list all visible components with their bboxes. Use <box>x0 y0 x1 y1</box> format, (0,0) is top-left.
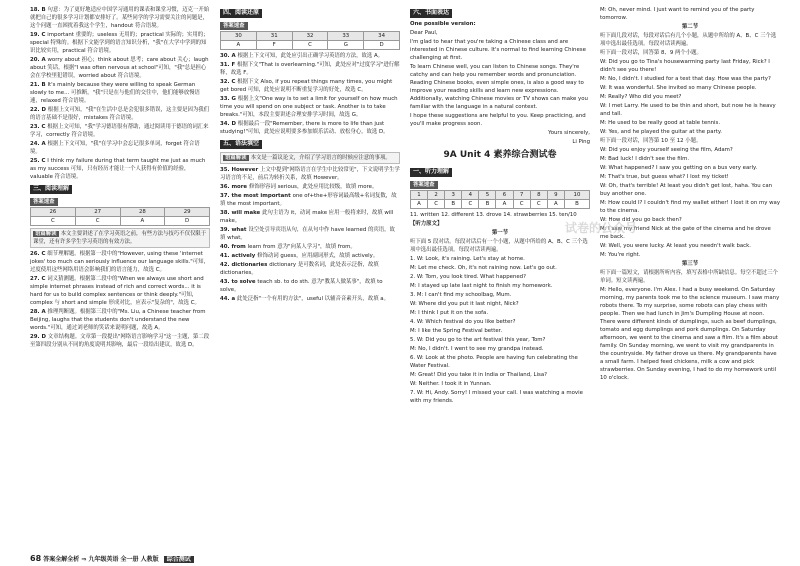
item-answer: B <box>39 7 48 13</box>
section-cloze-title: 五、语法填空 <box>220 140 262 149</box>
note-text: 本文主要讲述了在学习英语之前，有些方法与技巧不仅仅限于课堂，还有许多学生学习英语的有效方法。 <box>33 230 207 245</box>
item-answer: G <box>229 95 238 102</box>
dialogue-line: M: Let me check. Oh, it's not raining now. Let's go out. <box>410 265 557 272</box>
section-1-label: 第一节 <box>491 230 509 237</box>
item-explanation: learn from 意为"向某人学习"，故填 from。 <box>247 243 356 250</box>
item-explanation: 文章结构题。文章第一段提出"网络语言影响学习"这一主题，第二段至第四段分别从不同的角度说明其影响，最后一段给出建议，故选 D。 <box>30 333 210 348</box>
item-explanation: 推理判断题。根据第三段中的"Ms. Liu, a Chinese teacher from Beijing, laughs that the students don't understand the new words."可知，通过刘老师的笑话来说明问题，故选 A。 <box>30 308 206 331</box>
answer-table-30-34 <box>220 31 400 50</box>
note-label: 语篇解读 <box>225 154 247 161</box>
answer-item <box>30 157 210 181</box>
item-number: 25. <box>30 158 40 164</box>
item-answer: C <box>39 158 48 164</box>
item-explanation: 根据下文"That is overlearning."可知，此处应对"过度学习"进行解释，故选 F。 <box>220 61 400 76</box>
table-answer-letter: B <box>479 200 496 209</box>
dialogue-line: W: Did you enjoy yourself seeing the film, Adam? <box>600 147 733 153</box>
listening-dialogues <box>410 255 590 405</box>
dialogue-line: M: You're right. <box>600 252 641 258</box>
dialogue-line: W: It was wonderful. She invited so many Chinese people. <box>600 85 757 91</box>
table-answer-letter: C <box>428 200 445 209</box>
answer-item <box>220 295 400 303</box>
item-answer: D <box>39 107 48 113</box>
dialogue-line: M: I saw my friend Nick at the gate of the cinema and he drove me back. <box>600 226 771 240</box>
page-footer <box>30 553 194 565</box>
item-answer: C <box>39 275 48 282</box>
item-explanation: worry about 担心；think about 思考；care about 关心；laugh about 笑话。根据"I was often nervous at school"可知，"我"总是担心会在学校里犯错误，worried about 符合语境。 <box>30 57 209 79</box>
item-explanation: 句意：为了更好地适应中国学习通用的课表和课堂习惯，迈克一开始就把自己的很多学习计划都安排好了。某些同学的学习需要关注的问题是，这个问题一直困扰着我这个学生，handout 符合语境。 <box>30 7 210 29</box>
item-number: 22. <box>30 107 40 113</box>
footer-text: 答案全解全析 ⇒ 九年级英语 全一册 人教版 <box>43 556 159 563</box>
letter-closing: Yours sincerely, <box>548 129 590 136</box>
section-2-desc: 听下面几段对话，每段对话后有几个小题，从题中所给的 A、B、C 三个选项中选出最佳选项。每段对话读两遍。 <box>600 33 777 47</box>
item-answer: A <box>229 52 238 59</box>
table-answer-letter: C <box>513 200 530 209</box>
table-answer-letter: B <box>445 200 462 209</box>
item-answer: A <box>39 308 48 315</box>
table-question-number: 6 <box>496 191 513 200</box>
note-text: 本文是一篇议论文，介绍了学习语言的时候应注意的事项。 <box>250 154 391 161</box>
dialogue-line: 5. W: Did you go to the art festival this year, Tom? <box>410 337 546 344</box>
item-number: 28. <box>30 308 40 315</box>
item-explanation: 词义猜测题。根据第二段中的"When we always use short and simple internet phrases instead of rich and correct words... it is hard for us to build complex sentences or think deeply."可知，complex 与 short and simple 形成对比，应表示"复杂的"，故选 C。 <box>30 275 204 306</box>
dialogue-line: M: I think I put it on the sofa. <box>410 310 489 317</box>
item-answer: to solve <box>229 278 258 285</box>
table-answer-letter: A <box>120 216 165 225</box>
table-question-number: 7 <box>513 191 530 200</box>
item-answer: actively <box>229 252 258 259</box>
table-answer-letter: A <box>496 200 513 209</box>
item-number: 34. <box>220 120 230 127</box>
item-number: 19. <box>30 32 40 38</box>
answer-explanations-35-44 <box>220 166 400 303</box>
item-explanation: 根据上下文可知，"我"在学习中会忘记很多单词，forget 符合语境。 <box>30 141 200 155</box>
answer-item <box>220 278 400 294</box>
letter-paragraph: Dear Paul, <box>410 29 438 36</box>
listening-passage <box>600 286 780 382</box>
answer-item <box>220 120 400 136</box>
table-answer-letter: A <box>411 200 428 209</box>
item-answer: However <box>229 166 260 173</box>
item-answer: F <box>229 61 237 68</box>
column-4 <box>600 6 780 383</box>
item-number: 39. <box>220 226 230 233</box>
table-question-number: 26 <box>31 207 76 216</box>
dialogue-line: 听下面一段对话，回答第 8、9 两个小题。 <box>600 50 702 56</box>
dialogue-line: W: What happened? I saw you getting on a bus very early. <box>600 165 758 171</box>
item-answer: C <box>39 124 48 130</box>
dialogue-line: W: Did you go to Tina's housewarming party last Friday, Rick? I didn't see you there! <box>600 59 770 73</box>
dialogue-line: 3. M: I can't find my schoolbag, Mum. <box>410 292 512 299</box>
table-question-number: 34 <box>364 31 400 40</box>
dialogue-line: M: How could I? I couldn't find my wallet either! I lost it on my way to the cinema. <box>600 200 781 214</box>
answer-item <box>220 261 400 277</box>
answer-item <box>220 78 400 94</box>
answer-item <box>220 183 400 191</box>
table-answer-letter: C <box>530 200 547 209</box>
item-explanation: 根据上文"One way is to set a limit for yourself on how much time you will spend on one subject or task. Another is to take breaks."可知，本段主要讲述合理安排学习时间，故选 G。 <box>220 95 398 118</box>
dialogue-line: M: No, I didn't. I studied for a test that day. How was the party? <box>600 76 771 82</box>
table-answer-letter: C <box>31 216 76 225</box>
answer-item <box>220 226 400 242</box>
note-label: 语篇解读 <box>35 230 57 237</box>
column-2 <box>220 6 400 304</box>
item-explanation: 上文中提到"网络语言在学生中比较常见"，下文说明学生学习语言的不足，前后为转折关系，故填 However。 <box>220 166 400 181</box>
dialogue-line: W: I met Larry. He used to be thin and short, but now he is heavy and tall. <box>600 103 776 117</box>
answer-explanations-30-34 <box>220 52 400 136</box>
footer-tag: 综合测试 <box>164 556 194 563</box>
answer-item <box>220 95 400 119</box>
table-answer-letter: F <box>256 40 292 49</box>
answer-explanations-26-29 <box>30 250 210 349</box>
answer-item <box>30 31 210 55</box>
table-question-number: 9 <box>547 191 564 200</box>
answer-item <box>30 275 210 307</box>
table-question-number: 33 <box>328 31 364 40</box>
item-number: 40. <box>220 243 230 250</box>
dialogue-line: 1. W: Look, it's raining. Let's stay at home. <box>410 256 525 263</box>
dialogue-line: M: That's true, but guess what? I lost my ticket! <box>600 174 729 180</box>
table-question-number: 1 <box>411 191 428 200</box>
item-number: 29. <box>30 333 40 340</box>
item-answer: B <box>39 82 48 88</box>
dialogue-line: 7. W: Hi, Andy. Sorry! I missed your call. I was watching a movie with my friends. <box>410 390 583 405</box>
item-number: 20. <box>30 57 40 63</box>
answer-item <box>220 252 400 260</box>
dialogue-line: W: Neither. I took it in Yunnan. <box>410 381 492 388</box>
item-number: 37. <box>220 192 230 199</box>
table-question-number: 29 <box>165 207 210 216</box>
item-answer: the most important <box>229 192 293 199</box>
item-answer: more <box>229 183 249 190</box>
passage-note <box>220 152 400 164</box>
answer-item <box>220 52 400 60</box>
section-writing-title: 六、书面表达 <box>410 9 452 18</box>
dialogue-line: W: How did you go back then? <box>600 217 682 223</box>
item-number: 43. <box>220 278 230 285</box>
answer-table-26-29 <box>30 207 210 226</box>
table-question-number: 5 <box>479 191 496 200</box>
answer-key-label: 答案速查 <box>30 198 58 206</box>
unit-test-title: 9A Unit 4 素养综合测试卷 <box>443 149 557 160</box>
section-3-label: 第三节 <box>681 261 699 267</box>
letter-paragraph: To learn Chinese well, you can listen to Chinese songs. They're catchy and can help you remember words and pronunciation. Reading Chinese books, even simple ones, is also a good way to improve your reading skills and learn new expressions. Additionally, watching Chinese movies or TV shows can make you familiar with the language in a natural context. <box>410 63 588 110</box>
answer-item <box>220 61 400 77</box>
passage-paragraph: M: Hello, everyone. I'm Alex. I had a busy weekend. On Saturday morning, my parents took me to the science museum. I saw many robots there. To my surprise, some robots can play chess with people. Then we had lunch in Jim's Dumpling House at noon. There were different kinds of dumplings, such as beef dumplings, tomato and egg dumplings and pork dumplings. On Saturday afternoon, we went to the cinema and saw a film. It's a film about family. On Sunday morning, we went to visit my grandparents in the countryside. My father drove us there. My grandparents have a small farm. I helped feed chickens, milk a cow and pick strawberries. On Sunday evening, I had to do my homework until 10 o'clock. <box>600 287 780 381</box>
section-1-desc: 听下面 5 段对话。每段对话后有一个小题，从题中所给的 A、B、C 三个选项中选出最佳选项。每段对话读两遍。 <box>410 239 588 254</box>
letter-signature: Li Ping <box>572 138 590 145</box>
answer-item <box>30 333 210 349</box>
listening-script-title: 【听力原文】 <box>410 221 443 228</box>
item-explanation: 修饰形容词 serious，此处应用比较级，故填 more。 <box>248 183 378 190</box>
item-number: 44. <box>220 295 230 302</box>
item-answer: C <box>39 32 48 38</box>
letter-paragraph: I hope these suggestions are helpful to you. Keep practicing, and you'll make progress soon. <box>410 112 586 127</box>
item-number: 23. <box>30 124 40 130</box>
item-number: 38. <box>220 209 230 216</box>
table-question-number: 8 <box>530 191 547 200</box>
item-explanation: It's mainly because they were willing to speak German slowly to me... 可推断，"我"只是在与他们的交往中，他们能够放慢语速，relaxed 符合语境。 <box>30 82 200 104</box>
answer-table-1-10 <box>410 190 590 209</box>
item-number: 31. <box>220 61 230 68</box>
table-question-number: 27 <box>75 207 120 216</box>
section-3-desc: 听下面一篇短文，请根据所听内容，填写表格中所缺信息。每空不超过三个单词。短文读两遍。 <box>600 270 778 284</box>
item-number: 24. <box>30 141 40 147</box>
item-number: 35. <box>220 166 230 173</box>
item-explanation: dictionary 是可数名词，此处表示泛指，故填 dictionaries。 <box>220 261 379 276</box>
item-answer: A <box>39 57 48 63</box>
table-question-number: 31 <box>256 31 292 40</box>
dialogue-line: M: He used to be really good at table tennis. <box>600 120 721 126</box>
dialogue-line: 4. W: Which festival do you like better? <box>410 319 516 326</box>
item-explanation: 此句主语为 it，动词 make 应用一般将来时，故填 will make。 <box>220 209 394 224</box>
dialogue-line: W: Where did you put it last night, Nick? <box>410 301 519 308</box>
dialogue-line: M: I like the Spring Festival better. <box>410 328 503 335</box>
item-number: 36. <box>220 183 230 190</box>
dialogue-line: W: Oh, that's terrible! At least you didn't get lost, haha. You can buy another one. <box>600 183 773 197</box>
item-explanation: 根据上文可知，"我"学习德语很有帮助，通过阅读用于德语的词汇来学习，correctly 符合语境。 <box>30 124 209 138</box>
item-explanation: I think my failure during that term taught me just as much as my success 可知，只有经历才能让一个人获得有价值的经验，valuable 符合语境。 <box>30 158 206 180</box>
sample-letter <box>410 29 590 128</box>
table-answer-letter: C <box>292 40 328 49</box>
item-answer: dictionaries <box>229 261 270 268</box>
section-listening-title: 一、听力理解 <box>410 168 452 177</box>
one-possible-version: One possible version: <box>410 20 476 27</box>
item-number: 33. <box>220 95 230 102</box>
item-answer: what <box>229 226 249 233</box>
dialogue-line: M: Really? Who did you meet? <box>600 94 682 100</box>
item-explanation: 修饰动词 guess，应用副词形式，故填 actively。 <box>257 252 379 259</box>
table-answer-letter: B <box>564 200 589 209</box>
watermark: 试卷的公众号 <box>565 221 638 235</box>
page-number: 68 <box>30 554 42 563</box>
item-explanation: 根据最后一段"Remember, there is more to life than just studying!"可知，此处应说明要多参加娱乐活动、放松身心，故选 D。 <box>220 120 389 135</box>
item-explanation: teach sb. to do sth. 意为"教某人做某事"，故填 to solve。 <box>220 278 383 293</box>
item-explanation: one of+the+形容词最高级+名词复数，故填 the most important。 <box>220 192 397 207</box>
dialogue-line: 6. W: Look at the photo. People are having fun celebrating the Water Festival. <box>410 355 578 370</box>
item-number: 41. <box>220 252 230 259</box>
answer-item <box>220 209 400 225</box>
answers-11-15: 11. written 12. different 13. drove 14. strawberries 15. ten/10 <box>410 212 577 219</box>
item-number: 30. <box>220 52 230 59</box>
item-explanation: 细节理解题。根据第一段中的"However, using these 'internet jokes' too much can seriously influence our language skills."可知，过度使用这些网络用语会影响我们的语言能力，故选 C。 <box>30 250 209 273</box>
table-answer-letter: C <box>75 216 120 225</box>
item-answer: a <box>229 295 237 302</box>
section-2-label: 第二节 <box>681 24 699 30</box>
answer-item <box>30 123 210 139</box>
item-number: 27. <box>30 275 40 282</box>
answer-item <box>30 56 210 80</box>
dialogue-line: M: No, I didn't. I went to see my grandpa instead. <box>410 346 544 353</box>
item-number: 18. <box>30 7 40 13</box>
answer-item <box>30 106 210 122</box>
item-answer: will make <box>229 209 263 216</box>
dialogue-line: M: I stayed up late last night to finish my homework. <box>410 283 553 290</box>
answer-item <box>220 166 400 182</box>
item-number: 26. <box>30 250 40 257</box>
item-explanation: 根据上文可知，"我"在生活中总是会犯很多错误，这主要是因为我们的语言基础不是很好，mistakes 符合语境。 <box>30 107 210 121</box>
dialogue-line: W: Yes, and he played the guitar at the party. <box>600 129 722 135</box>
answer-key-label: 答案速查 <box>410 181 438 189</box>
item-number: 21. <box>30 82 40 88</box>
item-explanation: 设空处引导宾语从句，在从句中作 have learned 的宾语，故填 what。 <box>220 226 395 241</box>
item-explanation: 根据下文 Also, if you repeat things many times, you might get bored 可知，此处应说明不断重复学习的好处，故选 C。 <box>220 78 393 93</box>
item-answer: C <box>39 250 48 257</box>
item-explanation: 此处泛指"一个有用的方法"，useful 以辅音音素开头，故填 a。 <box>236 295 389 302</box>
answer-key-label: 答案速查 <box>220 22 248 30</box>
table-question-number: 4 <box>462 191 479 200</box>
column-3 <box>410 6 590 406</box>
table-question-number: 32 <box>292 31 328 40</box>
answer-item <box>30 81 210 105</box>
item-answer: C <box>229 78 238 85</box>
table-answer-letter: A <box>547 200 564 209</box>
dialogue-line: M: Bad luck! I didn't see the film. <box>600 156 690 162</box>
column-1 <box>30 6 210 350</box>
answer-item <box>30 6 210 30</box>
section-reading-title: 三、阅读理解 <box>30 185 72 194</box>
passage-note <box>30 228 210 248</box>
dialogue-line: W: Well, you were lucky. At least you needn't walk back. <box>600 243 751 249</box>
listening-dialogues-cont <box>600 6 780 22</box>
answer-item <box>220 243 400 251</box>
dialogue-line: 听下面一段对话，回答第 10 至 12 小题。 <box>600 138 702 144</box>
item-answer: A <box>39 141 48 147</box>
dialogue-line: M: Great! Did you take it in India or Thailand, Lisa? <box>410 372 548 379</box>
answer-item <box>30 140 210 156</box>
answer-item <box>220 192 400 208</box>
table-question-number: 28 <box>120 207 165 216</box>
item-answer: from <box>229 243 248 250</box>
table-answer-letter: D <box>364 40 400 49</box>
table-answer-letter: D <box>165 216 210 225</box>
table-question-number: 30 <box>221 31 257 40</box>
item-answer: D <box>229 120 238 127</box>
section-restore-title: 四、阅读还原 <box>220 9 262 18</box>
item-number: 32. <box>220 78 230 85</box>
answer-item <box>30 250 210 274</box>
dialogue-line: M: Oh, never mind. I just want to remind you of the party tomorrow. <box>600 7 755 21</box>
item-answer: D <box>39 333 48 340</box>
item-number: 42. <box>220 261 230 268</box>
table-question-number: 3 <box>445 191 462 200</box>
table-answer-letter: A <box>221 40 257 49</box>
dialogue-line: 2. W: Tom, you look tired. What happened? <box>410 274 526 281</box>
table-question-number: 2 <box>428 191 445 200</box>
item-explanation: 根据上下文可知，此处应引出正确学习英语的方法，故选 A。 <box>237 52 384 59</box>
answer-explanations-18-25 <box>30 6 210 181</box>
answer-item <box>30 308 210 332</box>
table-question-number: 10 <box>564 191 589 200</box>
item-explanation: important 重要的；useless 无用的；practical 实际的；实用的；special 特殊的。根据下文能学到的语言知识分析，"我"在大学中学到的知识比较实用，practical 符合语境。 <box>30 32 209 54</box>
letter-paragraph: I'm glad to hear that you're taking a Chinese class and are interested in Chinese culture. It's normal to find learning Chinese challenging at first. <box>410 38 586 61</box>
table-answer-letter: G <box>328 40 364 49</box>
table-answer-letter: C <box>462 200 479 209</box>
